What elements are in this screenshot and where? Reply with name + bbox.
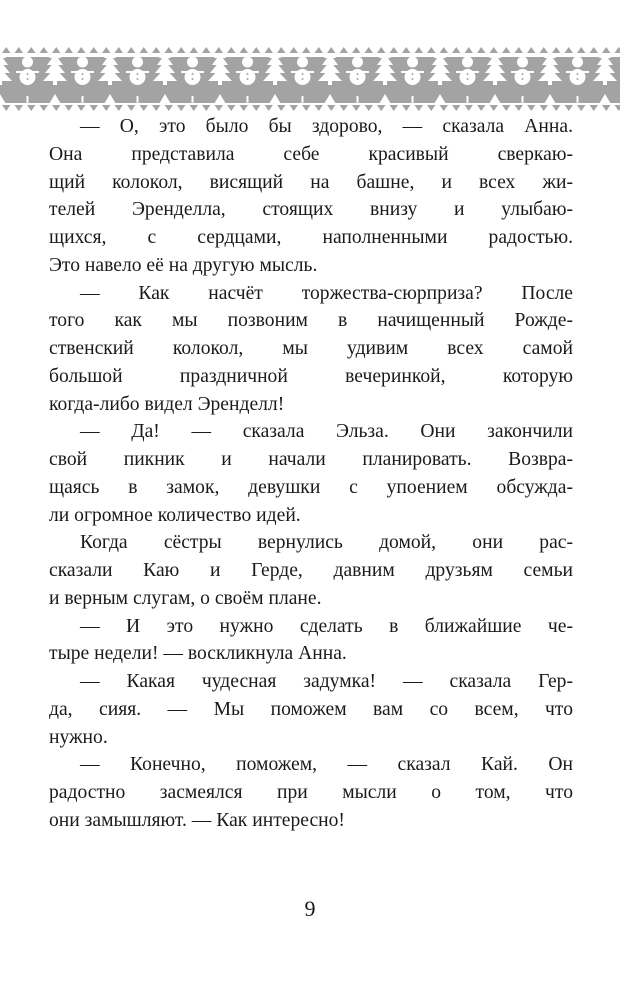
body-text (49, 113, 573, 835)
text-line: телей Эренделла, стоящих внизу и улыбаю- (49, 199, 573, 221)
text-line: тыре недели! — воскликнула Анна. (49, 643, 347, 665)
text-line: большой праздничной вечеринкой, которую (49, 365, 573, 387)
text-line: того как мы позвоним в начищенный Рожде- (49, 310, 573, 332)
text-line: — И это нужно сделать в ближайшие че- (80, 615, 573, 637)
text-line: и верным слугам, о своём плане. (49, 587, 322, 609)
decorative-header-band (0, 44, 620, 114)
text-line: ли огромное количество идей. (49, 504, 301, 526)
text-line: они замышляют. — Как интересно! (49, 809, 345, 831)
text-line: Она представила себе красивый сверкаю- (49, 143, 573, 165)
text-line: щий колокол, висящий на башне, и всех жи- (49, 171, 573, 193)
text-line: щихся, с сердцами, наполненными радостью. (49, 227, 573, 248)
text-line: — Конечно, поможем, — сказал Кай. Он (80, 754, 573, 776)
page-number: 9 (304, 896, 316, 921)
text-line: когда-либо видел Эренделл! (49, 393, 285, 415)
text-line: — Да! — сказала Эльза. Они закончили (80, 421, 573, 443)
text-line: да, сияя. — Мы поможем вам со всем, что (49, 698, 573, 720)
text-line: свой пикник и начали планировать. Возвра- (49, 449, 573, 470)
text-line: — О, это было бы здорово, — сказала Анна. (80, 116, 573, 137)
text-line: — Как насчёт торжества-сюрприза? После (80, 282, 573, 304)
text-line: — Какая чудесная задумка! — сказала Гер- (80, 671, 573, 692)
text-line: Это навело её на другую мысль. (49, 254, 318, 276)
text-line: щаясь в замок, девушки с упоением обсужда- (49, 476, 573, 498)
text-line: нужно. (49, 726, 108, 748)
text-line: радостно засмеялся при мысли о том, что (49, 782, 573, 803)
text-line: Когда сёстры вернулись домой, они рас- (80, 532, 573, 554)
text-line: ственский колокол, мы удивим всех самой (49, 338, 573, 359)
text-line: сказали Каю и Герде, давним друзьям семьи (49, 560, 573, 581)
